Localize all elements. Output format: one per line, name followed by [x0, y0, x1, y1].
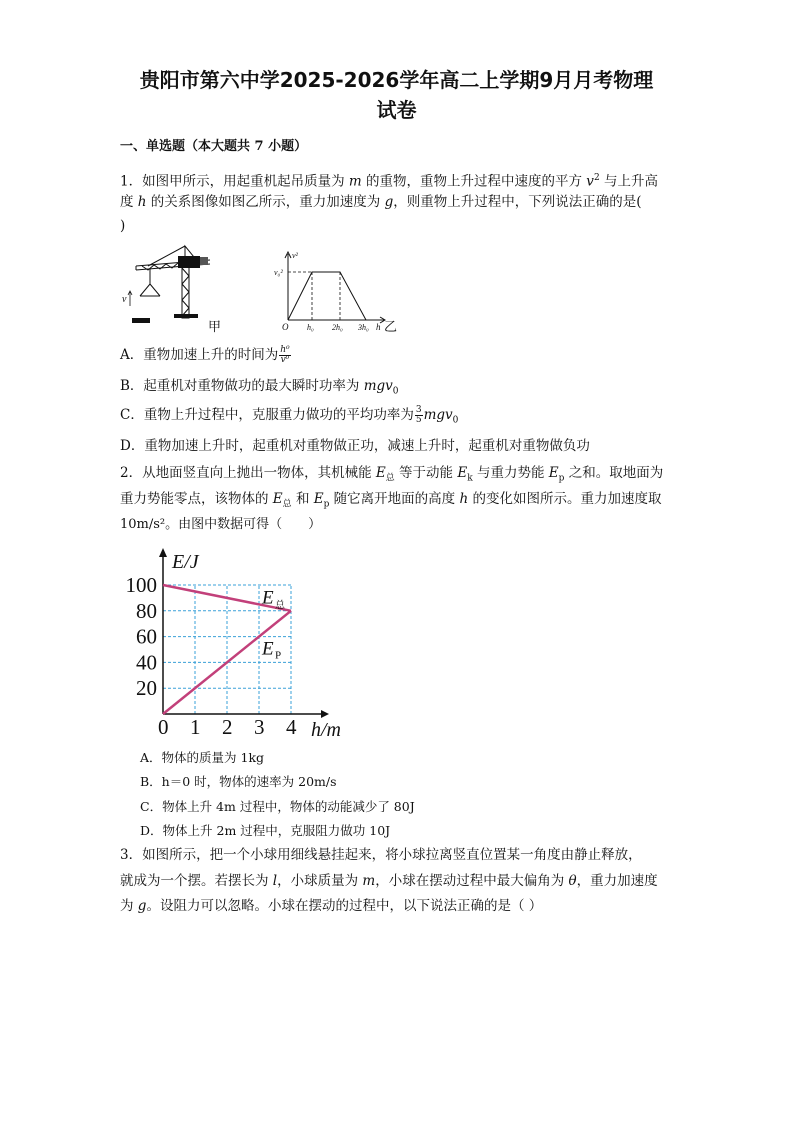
q2-stem-line2: 重力势能零点，该物体的 $E_总$ 和 $E_p$ 随它离开地面的高度 h 的变化如图所示。重力加速度取 — [120, 491, 662, 510]
h0-tick: h₀ — [307, 323, 314, 332]
y-tick-label: 60 — [136, 624, 157, 649]
y-axis-label: E/J — [172, 551, 199, 573]
q2-option-c: C．物体上升 4m 过程中，物体的动能减少了 80J — [140, 799, 415, 814]
y-tick-label: 40 — [136, 650, 157, 675]
crane-counterweight — [178, 256, 200, 268]
q1-stem-line2: 度 h 的关系图像如图乙所示，重力加速度为 g，则重物上升过程中，下列说法正确的是( — [120, 194, 642, 210]
q1-option-b: B．起重机对重物做功的最大瞬时功率为 mgv$_0$ — [120, 378, 399, 397]
fig-label-jia: 甲 — [208, 320, 222, 335]
e-p-sub: P — [275, 649, 282, 662]
svg-text:v: v — [122, 294, 127, 305]
x-tick-label: 0 — [158, 715, 169, 739]
q1-stem-line1: 1．如图甲所示，用起重机起吊质量为 m 的重物，重物上升过程中速度的平方 $v^2$ 与上升高 — [120, 173, 658, 190]
x-tick-label: 2 — [222, 715, 233, 739]
page-title-line1: 贵阳市第六中学2025-2026学年高二上学期9月月考物理 — [139, 68, 654, 92]
x-tick-label: 1 — [190, 715, 201, 739]
q3-stem-line1: 3．如图所示，把一个小球用细线悬挂起来，将小球拉离竖直位置某一角度由静止释放， — [120, 847, 642, 863]
x-axis-arrow — [321, 710, 329, 718]
section-heading: 一、单选题（本大题共 7 小题） — [120, 139, 308, 154]
3h0-tick: 3h₀ — [358, 323, 369, 332]
y-axis-arrow — [159, 548, 167, 557]
e-total-sub: 总 — [275, 600, 285, 612]
q2-stem-line1: 2．从地面竖直向上抛出一物体，其机械能 $E_总$ 等于动能 $E_k$ 与重力势能 $E_p$ 之和。取地面为 — [120, 465, 664, 484]
x-tick-label: 3 — [254, 715, 265, 739]
q1-option-d: D．重物加速上升时，起重机对重物做正功，减速上升时，起重机对重物做负功 — [120, 438, 590, 454]
q2-option-b: B．h＝0 时，物体的速率为 20m/s — [140, 774, 337, 789]
x-tick-label: 4 — [286, 715, 297, 739]
v2-axis-label: v² — [292, 251, 298, 260]
q1-option-a: A．重物加速上升的时间为 $\frac{\text{h⁰}}{\text{v⁰}}$ — [120, 345, 290, 365]
page-title-line2: 试卷 — [376, 98, 417, 122]
y-tick-label: 20 — [136, 676, 157, 701]
q2-option-d: D．物体上升 2m 过程中，克服阻力做功 10J — [140, 823, 391, 838]
q2-stem-line3: 10m/s²。由图中数据可得（ ） — [120, 517, 322, 532]
2h0-tick: 2h₀ — [332, 323, 343, 332]
e-p-label: E — [262, 638, 274, 660]
energy-height-chart — [118, 545, 358, 745]
origin-label: O — [282, 322, 289, 332]
x-axis-label: h/m — [311, 719, 341, 741]
load-block — [132, 318, 150, 323]
y-tick-label: 100 — [125, 573, 157, 597]
v0sq-tick: v₀² — [274, 268, 283, 277]
fig-label-yi: 乙 — [384, 320, 398, 335]
y-tick-label: 80 — [136, 598, 157, 623]
v2-h-graph — [272, 248, 402, 334]
q1-stem-line3: ) — [120, 218, 126, 234]
q3-stem-line3: 为 g。设阻力可以忽略。小球在摆动的过程中，以下说法正确的是（ ） — [120, 898, 543, 914]
q3-stem-line2: 就成为一个摆。若摆长为 l，小球质量为 m，小球在摆动过程中最大偏角为 θ，重力加速度 — [120, 873, 658, 889]
crane-base — [174, 314, 198, 318]
q2-option-a: A．物体的质量为 1kg — [140, 750, 265, 765]
q1-option-c: C．重物上升过程中，克服重力做功的平均功率为 $\frac{3}{5}$ mgv$_0$ — [120, 405, 459, 426]
e-total-label: E — [262, 587, 274, 609]
h-axis-label: h — [376, 322, 381, 332]
